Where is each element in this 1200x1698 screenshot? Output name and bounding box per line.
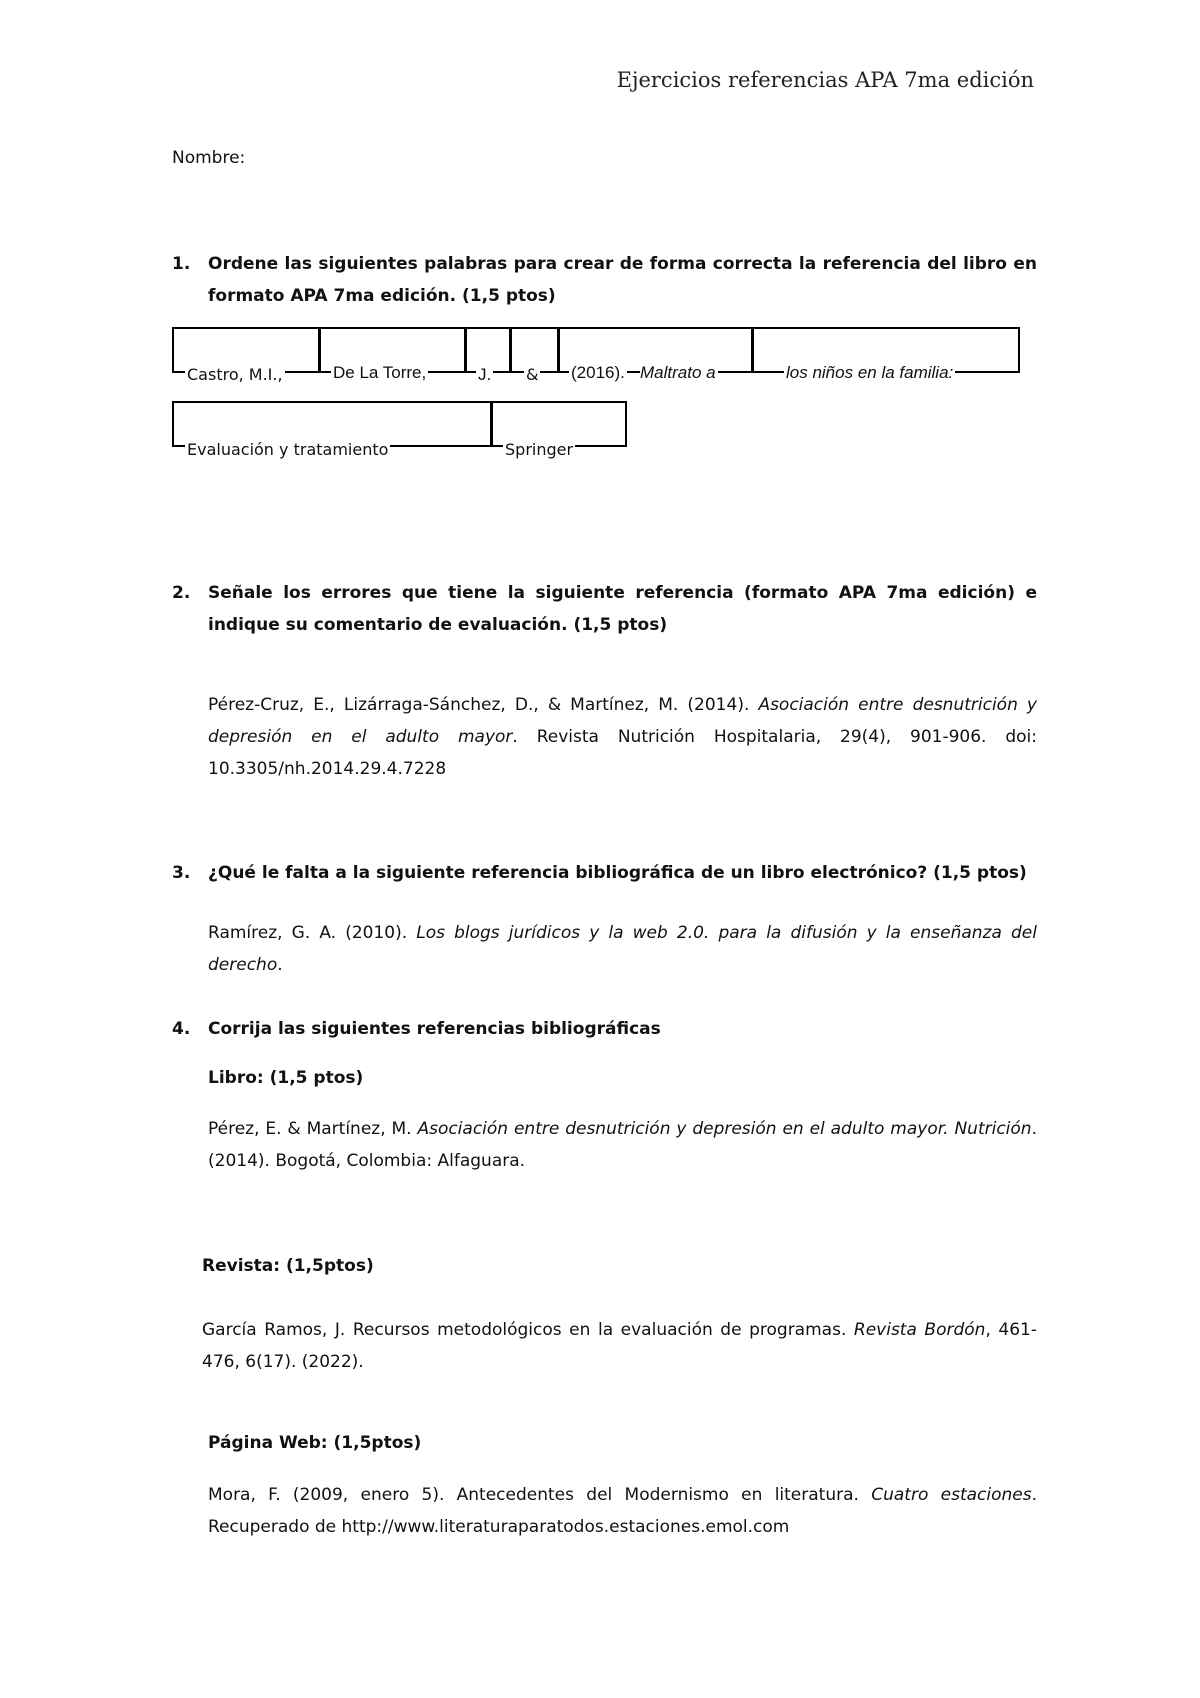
word-j: J. (478, 365, 492, 384)
reference-libro (208, 1113, 1037, 1177)
reference-authors: Pérez-Cruz, E., Lizárraga-Sánchez, D., & Martínez, M. (2014). (208, 695, 759, 715)
word-springer: Springer (505, 440, 574, 459)
page-header-title: Ejercicios referencias APA 7ma edición (616, 68, 1034, 92)
reference-authors: Pérez, E. & Martínez, M. (208, 1119, 418, 1139)
reference-q2 (208, 689, 1037, 785)
reference-rest: . Revista Nutrición Hospitalaria, 29(4), 901-906. doi: 10.3305/nh.2014.29.4.7228 (208, 727, 1037, 779)
reference-rest: . Recuperado de http://www.literaturaparatodos.estaciones.emol.com (208, 1485, 1038, 1537)
question-text: Señale los errores que tiene la siguiente referencia (formato APA 7ma edición) e indique su comentario de evaluación. (1,5 ptos) (208, 583, 1037, 635)
question-number: 1. (172, 254, 191, 274)
word-ampersand: & (526, 365, 539, 384)
reference-authors: Mora, F. (2009, enero 5). Antecedentes del Modernismo en literatura. (208, 1485, 872, 1505)
libro-label: Libro: (1,5 ptos) (208, 1068, 364, 1088)
nombre-label: Nombre: (172, 148, 246, 168)
reference-rest: , 461- 476, 6(17). (2022). (202, 1320, 1037, 1372)
reference-title: Asociación entre desnutrición y depresión en el adulto mayor (208, 695, 1037, 747)
question-4 (172, 1013, 1037, 1045)
word-de-la-torre: De La Torre, (333, 363, 427, 382)
question-2 (172, 577, 1037, 641)
web-label: Página Web: (1,5ptos) (208, 1433, 422, 1453)
question-text: Ordene las siguientes palabras para crear de forma correcta la referencia del libro en formato APA 7ma edición. (1,5 ptos) (208, 254, 1037, 306)
reference-site: Cuatro estaciones (871, 1485, 1032, 1505)
word-castro: Castro, M.I., (187, 365, 283, 384)
reference-title: Los blogs jurídicos y la web 2.0. para la difusión y la enseñanza del derecho (208, 923, 1037, 975)
question-3 (172, 857, 1037, 889)
reference-revista (202, 1314, 1037, 1378)
reference-end: . (277, 955, 283, 975)
question-1 (172, 248, 1037, 312)
question-number: 3. (172, 863, 191, 883)
reference-title: Asociación entre desnutrición y depresión en el adulto mayor. Nutrición (417, 1119, 1032, 1139)
reference-web (208, 1479, 1037, 1543)
word-maltrato: Maltrato a (640, 363, 716, 382)
question-number: 4. (172, 1019, 191, 1039)
revista-label: Revista: (1,5ptos) (202, 1256, 374, 1276)
word-year: (2016). (571, 363, 625, 382)
word-los-ninos: los niños en la familia: (786, 363, 954, 382)
question-number: 2. (172, 583, 191, 603)
reference-journal: Revista Bordón (853, 1320, 986, 1340)
reference-authors: García Ramos, J. Recursos metodológicos en la evaluación de programas. (202, 1320, 854, 1340)
question-text: Corrija las siguientes referencias bibliográficas (208, 1019, 661, 1039)
question-text: ¿Qué le falta a la siguiente referencia bibliográfica de un libro electrónico? (1,5 ptos) (208, 863, 1027, 883)
reference-authors: Ramírez, G. A. (2010). (208, 923, 417, 943)
word-evaluacion: Evaluación y tratamiento (187, 440, 389, 459)
reference-rest: . (2014). Bogotá, Colombia: Alfaguara. (208, 1119, 1037, 1171)
reference-q3 (208, 917, 1037, 981)
